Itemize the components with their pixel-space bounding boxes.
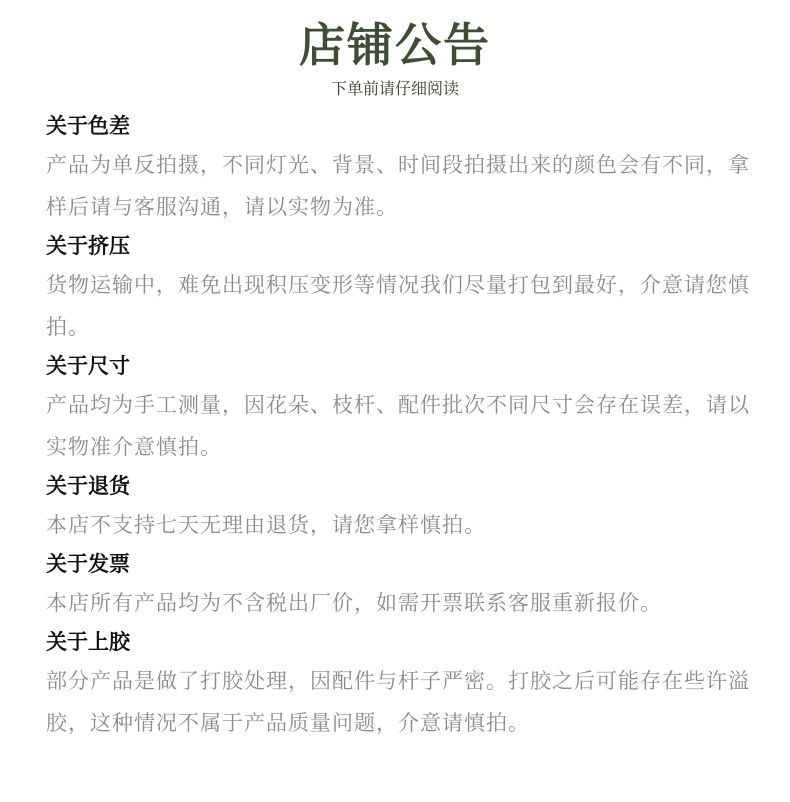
section-body: 本店不支持七天无理由退货，请您拿样慎拍。 xyxy=(46,513,486,537)
section-heading: 关于发票 xyxy=(46,552,130,576)
page-title: 店铺公告 xyxy=(299,18,491,72)
section-heading: 关于退货 xyxy=(46,474,130,498)
section-heading: 关于色差 xyxy=(46,114,130,138)
section-body: 货物运输中，难免出现积压变形等情况我们尽量打包到最好，介意请您慎拍。 xyxy=(46,273,750,339)
section-returns xyxy=(46,468,766,546)
section-body: 产品为单反拍摄，不同灯光、背景、时间段拍摄出来的颜色会有不同，拿样后请与客服沟通，请以实物为准。 xyxy=(46,153,750,219)
section-invoice xyxy=(46,546,766,624)
section-glue xyxy=(46,624,766,744)
page-subtitle: 下单前请仔细阅读 xyxy=(330,79,459,98)
section-squeeze xyxy=(46,228,766,348)
section-heading: 关于上胶 xyxy=(46,630,130,654)
section-heading: 关于挤压 xyxy=(46,234,130,258)
notice-sections xyxy=(46,108,766,744)
section-color-difference xyxy=(46,108,766,228)
section-body: 产品均为手工测量，因花朵、枝杆、配件批次不同尺寸会存在误差，请以实物准介意慎拍。 xyxy=(46,393,750,459)
section-body: 本店所有产品均为不含税出厂价，如需开票联系客服重新报价。 xyxy=(46,591,662,615)
section-heading: 关于尺寸 xyxy=(46,354,130,378)
section-body: 部分产品是做了打胶处理，因配件与杆子严密。打胶之后可能存在些许溢胶，这种情况不属于产品质量问题，介意请慎拍。 xyxy=(46,669,750,735)
section-size xyxy=(46,348,766,468)
